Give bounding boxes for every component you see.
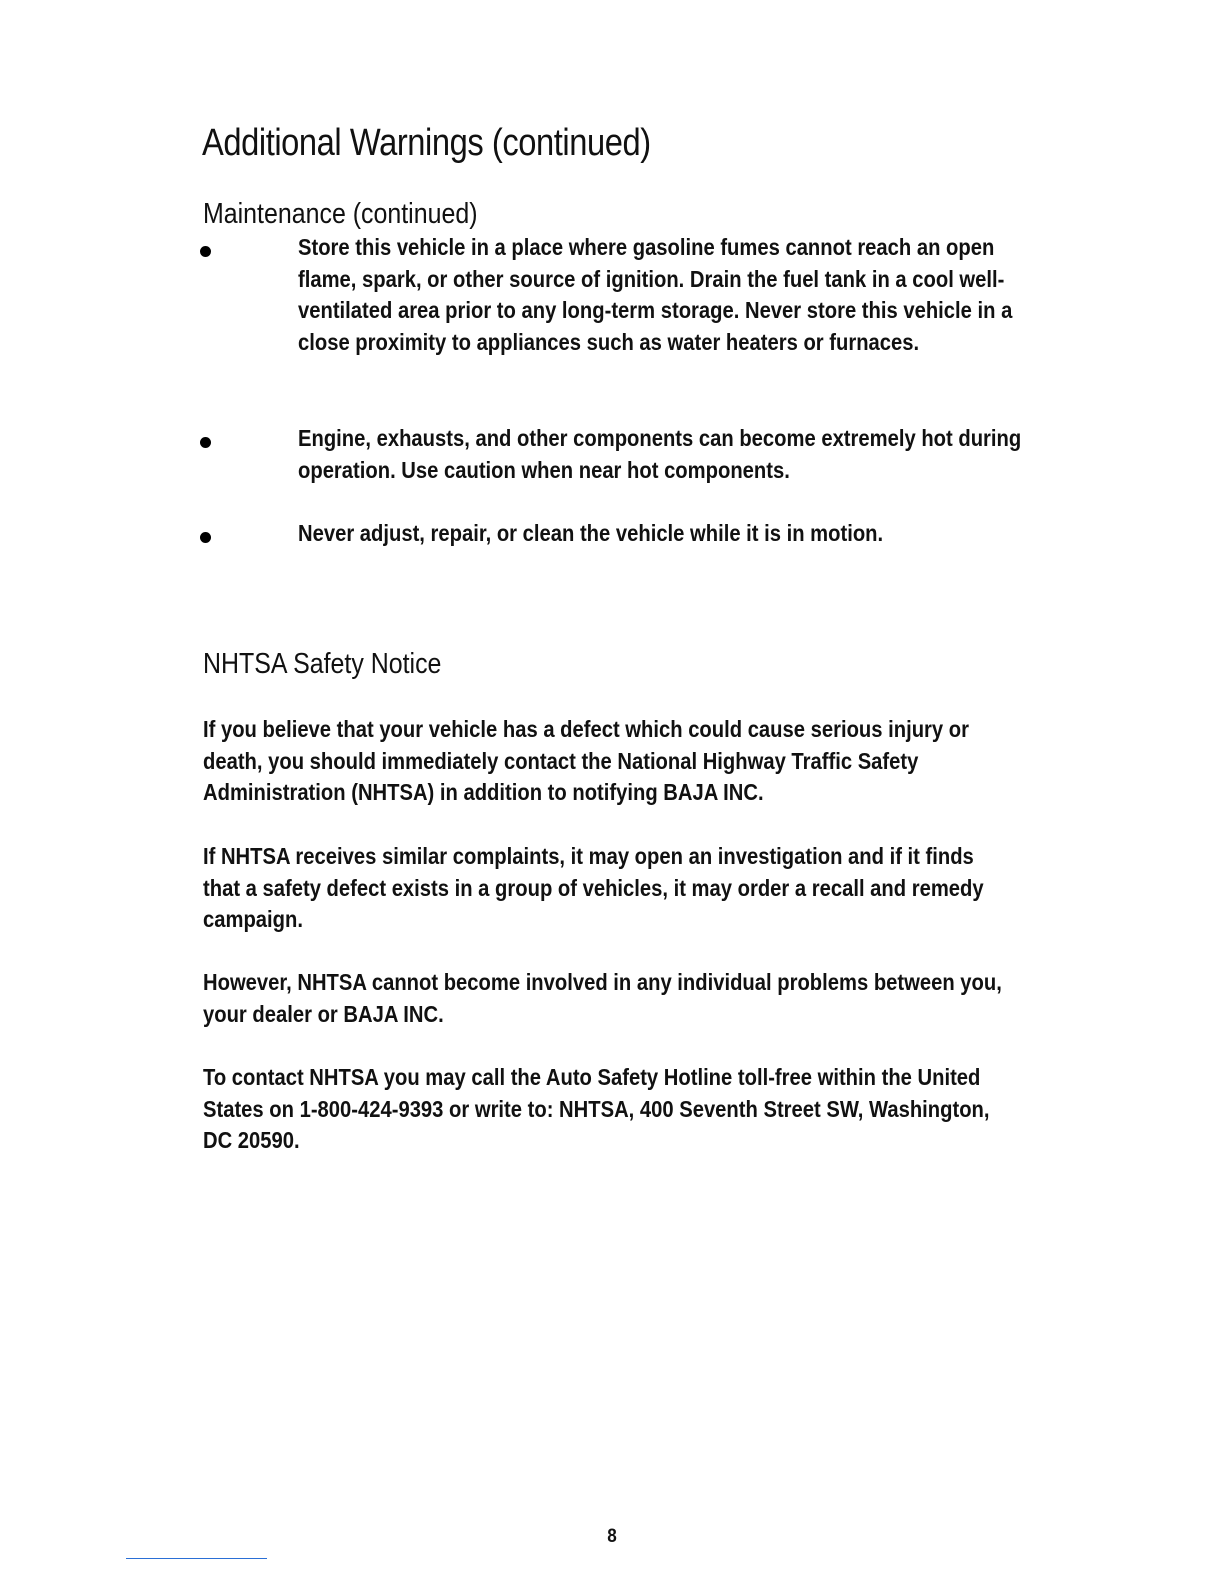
list-item-text: Store this vehicle in a place where gasoline fumes cannot reach an open flame, spark, or other source of ignition. Drain the fuel tank in a cool well-ventilated area prior to any long-term storage. Never store this vehicle in a close proximity to appliances such as water heaters or furnaces.	[298, 234, 1013, 355]
bullet-icon	[200, 532, 211, 543]
list-item-text: Never adjust, repair, or clean the vehicle while it is in motion.	[298, 520, 884, 546]
maintenance-heading: Maintenance (continued)	[203, 198, 478, 230]
nhtsa-heading: NHTSA Safety Notice	[203, 648, 442, 680]
nhtsa-paragraph: To contact NHTSA you may call the Auto Safety Hotline toll-free within the United States on 1-800-424-9393 or write to: NHTSA, 400 Seventh Street SW, Washington, DC 20590.	[203, 1064, 990, 1153]
footer-divider	[126, 1558, 267, 1559]
page-number: 8	[607, 1526, 617, 1547]
page-title: Additional Warnings (continued)	[202, 122, 651, 164]
nhtsa-paragraph: However, NHTSA cannot become involved in any individual problems between you, your dealer or BAJA INC.	[203, 969, 1002, 1027]
nhtsa-paragraph: If NHTSA receives similar complaints, it may open an investigation and if it finds that a safety defect exists in a group of vehicles, it may order a recall and remedy campaign.	[203, 843, 984, 932]
list-item-text: Engine, exhausts, and other components can become extremely hot during operation. Use caution when near hot components.	[298, 425, 1022, 483]
bullet-icon	[200, 246, 211, 257]
nhtsa-paragraph: If you believe that your vehicle has a defect which could cause serious injury or death, you should immediately contact the National Highway Traffic Safety Administration (NHTSA) in addition to notifying BAJA INC.	[203, 716, 969, 805]
bullet-icon	[200, 437, 211, 448]
